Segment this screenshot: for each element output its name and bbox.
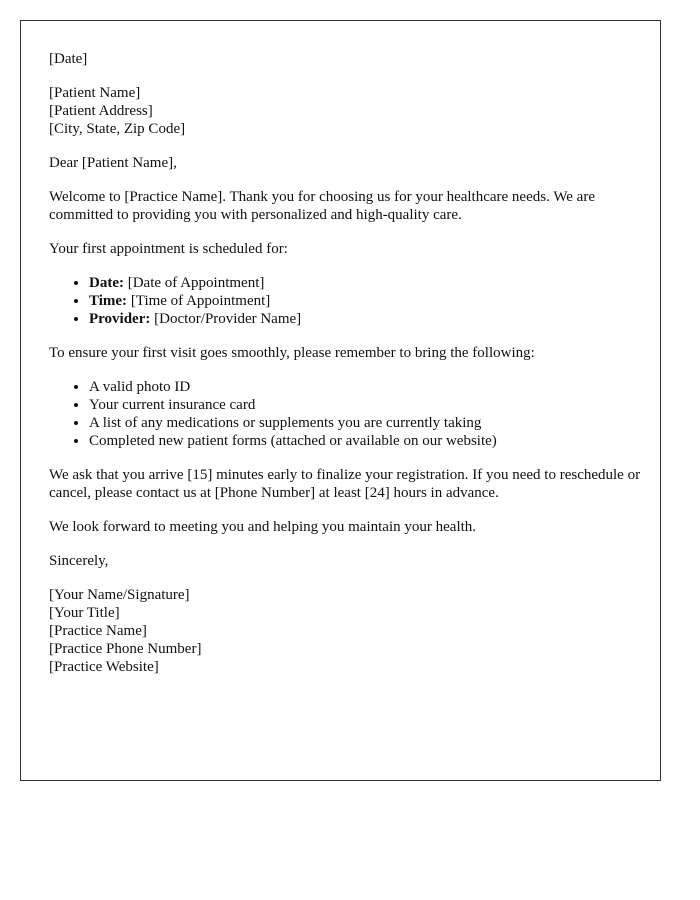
salutation: Dear [Patient Name], [49,155,177,171]
appointment-detail-item [89,274,644,292]
signature-practice-phone: [Practice Phone Number] [49,641,202,657]
appointment-detail-value: [Time of Appointment] [130,293,271,309]
recipient-address-block [49,84,644,138]
appointment-detail-label: Date: [89,275,124,291]
appointment-intro: Your first appointment is scheduled for: [49,241,288,257]
signature-practice-website: [Practice Website] [49,659,159,675]
appointment-detail-value: [Date of Appointment] [127,275,265,291]
bring-item: • Your current insurance card [89,396,644,414]
arrival-paragraph: We ask that you arrive [15] minutes early to finalize your registration. If you need to reschedule or cancel, please contact us at [Phone Number] at least [24] hours in advance. [49,467,641,501]
recipient-name: [Patient Name] [49,85,141,101]
bring-intro: To ensure your first visit goes smoothly, please remember to bring the following: [49,345,535,361]
appointment-detail-value: [Doctor/Provider Name] [154,311,302,327]
signature-block [49,586,644,676]
appointment-details-list [49,274,644,328]
signature-name: [Your Name/Signature] [49,587,190,603]
signature-practice-name: [Practice Name] [49,623,147,639]
letter-page [20,20,661,781]
appointment-detail-item [89,292,644,310]
letter-content [49,50,644,692]
bring-item: • Completed new patient forms (attached or available on our website) [89,432,644,450]
signature-title: [Your Title] [49,605,120,621]
appointment-detail-item [89,310,644,328]
recipient-address: [Patient Address] [49,103,153,119]
sign-off: Sincerely, [49,553,109,569]
letter-date: [Date] [49,51,88,67]
welcome-paragraph: Welcome to [Practice Name]. Thank you for choosing us for your healthcare needs. We are committed to providing you with personalized and high-quality care. [49,189,595,223]
appointment-detail-label: Time: [89,293,128,309]
closing-paragraph: We look forward to meeting you and helping you maintain your health. [49,519,477,535]
bring-item: • A valid photo ID [89,378,644,396]
bring-item: • A list of any medications or supplements you are currently taking [89,414,644,432]
appointment-detail-label: Provider: [89,311,151,327]
bring-items-list [49,378,644,450]
recipient-city-state-zip: [City, State, Zip Code] [49,121,186,137]
